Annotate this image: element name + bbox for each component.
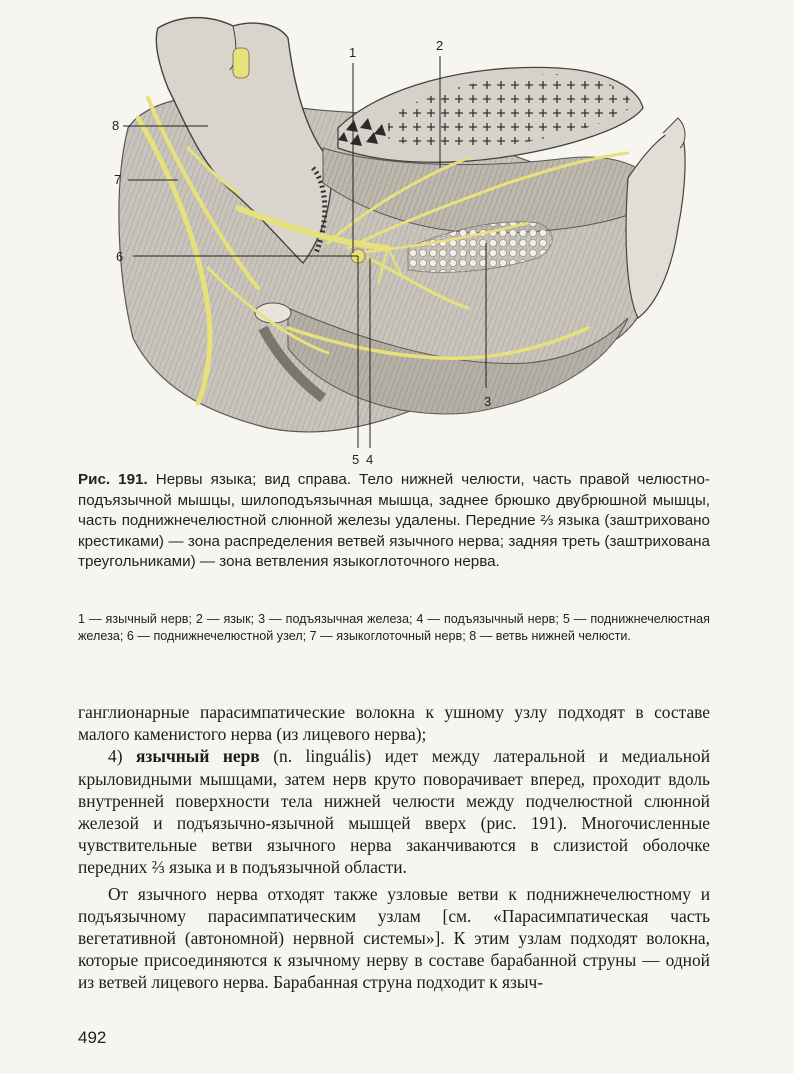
figure-number-8: 8 bbox=[112, 118, 120, 133]
anatomy-figure bbox=[88, 8, 708, 470]
figure-label: Рис. 191. bbox=[78, 471, 148, 488]
caption-text: Нервы языка; вид справа. Тело нижней челюсти, часть правой челюстно-подъязычной мышцы, шилоподъязычная мышца, заднее брюшко двубрюшной мышцы, часть поднижнечелюстной слюнной железы удалены. Передние ⅔ языка (заштриховано крестиками) — зона распределения ветвей язычного нерва; задняя треть (заштрихована треугольниками) — зона ветвления языкоглоточного нерва. bbox=[78, 471, 710, 571]
paragraph-1: ганглионарные парасимпатические волокна к ушному узлу подходят в составе малого каменистого нерва (из лицевого нерва); bbox=[78, 702, 710, 745]
page-number: 492 bbox=[78, 1028, 107, 1047]
tongue-nerves-illustration bbox=[88, 8, 708, 470]
body-text bbox=[78, 701, 710, 994]
figure-number-4: 4 bbox=[366, 452, 374, 467]
figure-number-1: 1 bbox=[349, 45, 357, 60]
term-lingual-nerve: язычный нерв bbox=[136, 746, 260, 767]
paragraph-2 bbox=[78, 745, 710, 878]
figure-number-2: 2 bbox=[436, 38, 444, 53]
paragraph-2-prefix: 4) bbox=[108, 746, 136, 767]
paragraph-3: От язычного нерва отходят также узловые ветви к поднижнечелюстному и подъязычному парасимпатическим узлам [см. «Парасимпатическая часть вегетативной (автономной) нервной системы»]. К этим узлам подходят волокна, которые присоединяются к язычному нерву в составе барабанной струны — одной из ветвей лицевого нерва. Барабанная струна подходит к языч- bbox=[78, 883, 710, 993]
mandible-fragment bbox=[626, 130, 685, 318]
figure-number-3: 3 bbox=[484, 394, 492, 409]
figure-number-6: 6 bbox=[116, 249, 124, 264]
paragraph-2-rest: (n. linguális) идет между латеральной и медиальной крыловидными мышцами, затем нерв круто поворачивает вперед, проходит вдоль внутренней поверхности тела нижней челюсти между подчелюстной слюнной железой и подъязычно-язычной мышцей вверх (рис. 191). Многочисленные чувствительные ветви язычного нерва заканчиваются в слизистой оболочке передних ⅔ языка и в подъязычной области. bbox=[78, 746, 710, 878]
figure-legend: 1 — язычный нерв; 2 — язык; 3 — подъязычная железа; 4 — подъязычный нерв; 5 — поднижнечелюстная железа; 6 — поднижнечелюстной узел; 7 — языкоглоточный нерв; 8 — ветвь нижней челюсти. bbox=[78, 612, 710, 643]
figure-caption bbox=[78, 470, 710, 573]
figure-number-5: 5 bbox=[352, 452, 360, 467]
figure-number-7: 7 bbox=[114, 172, 122, 187]
